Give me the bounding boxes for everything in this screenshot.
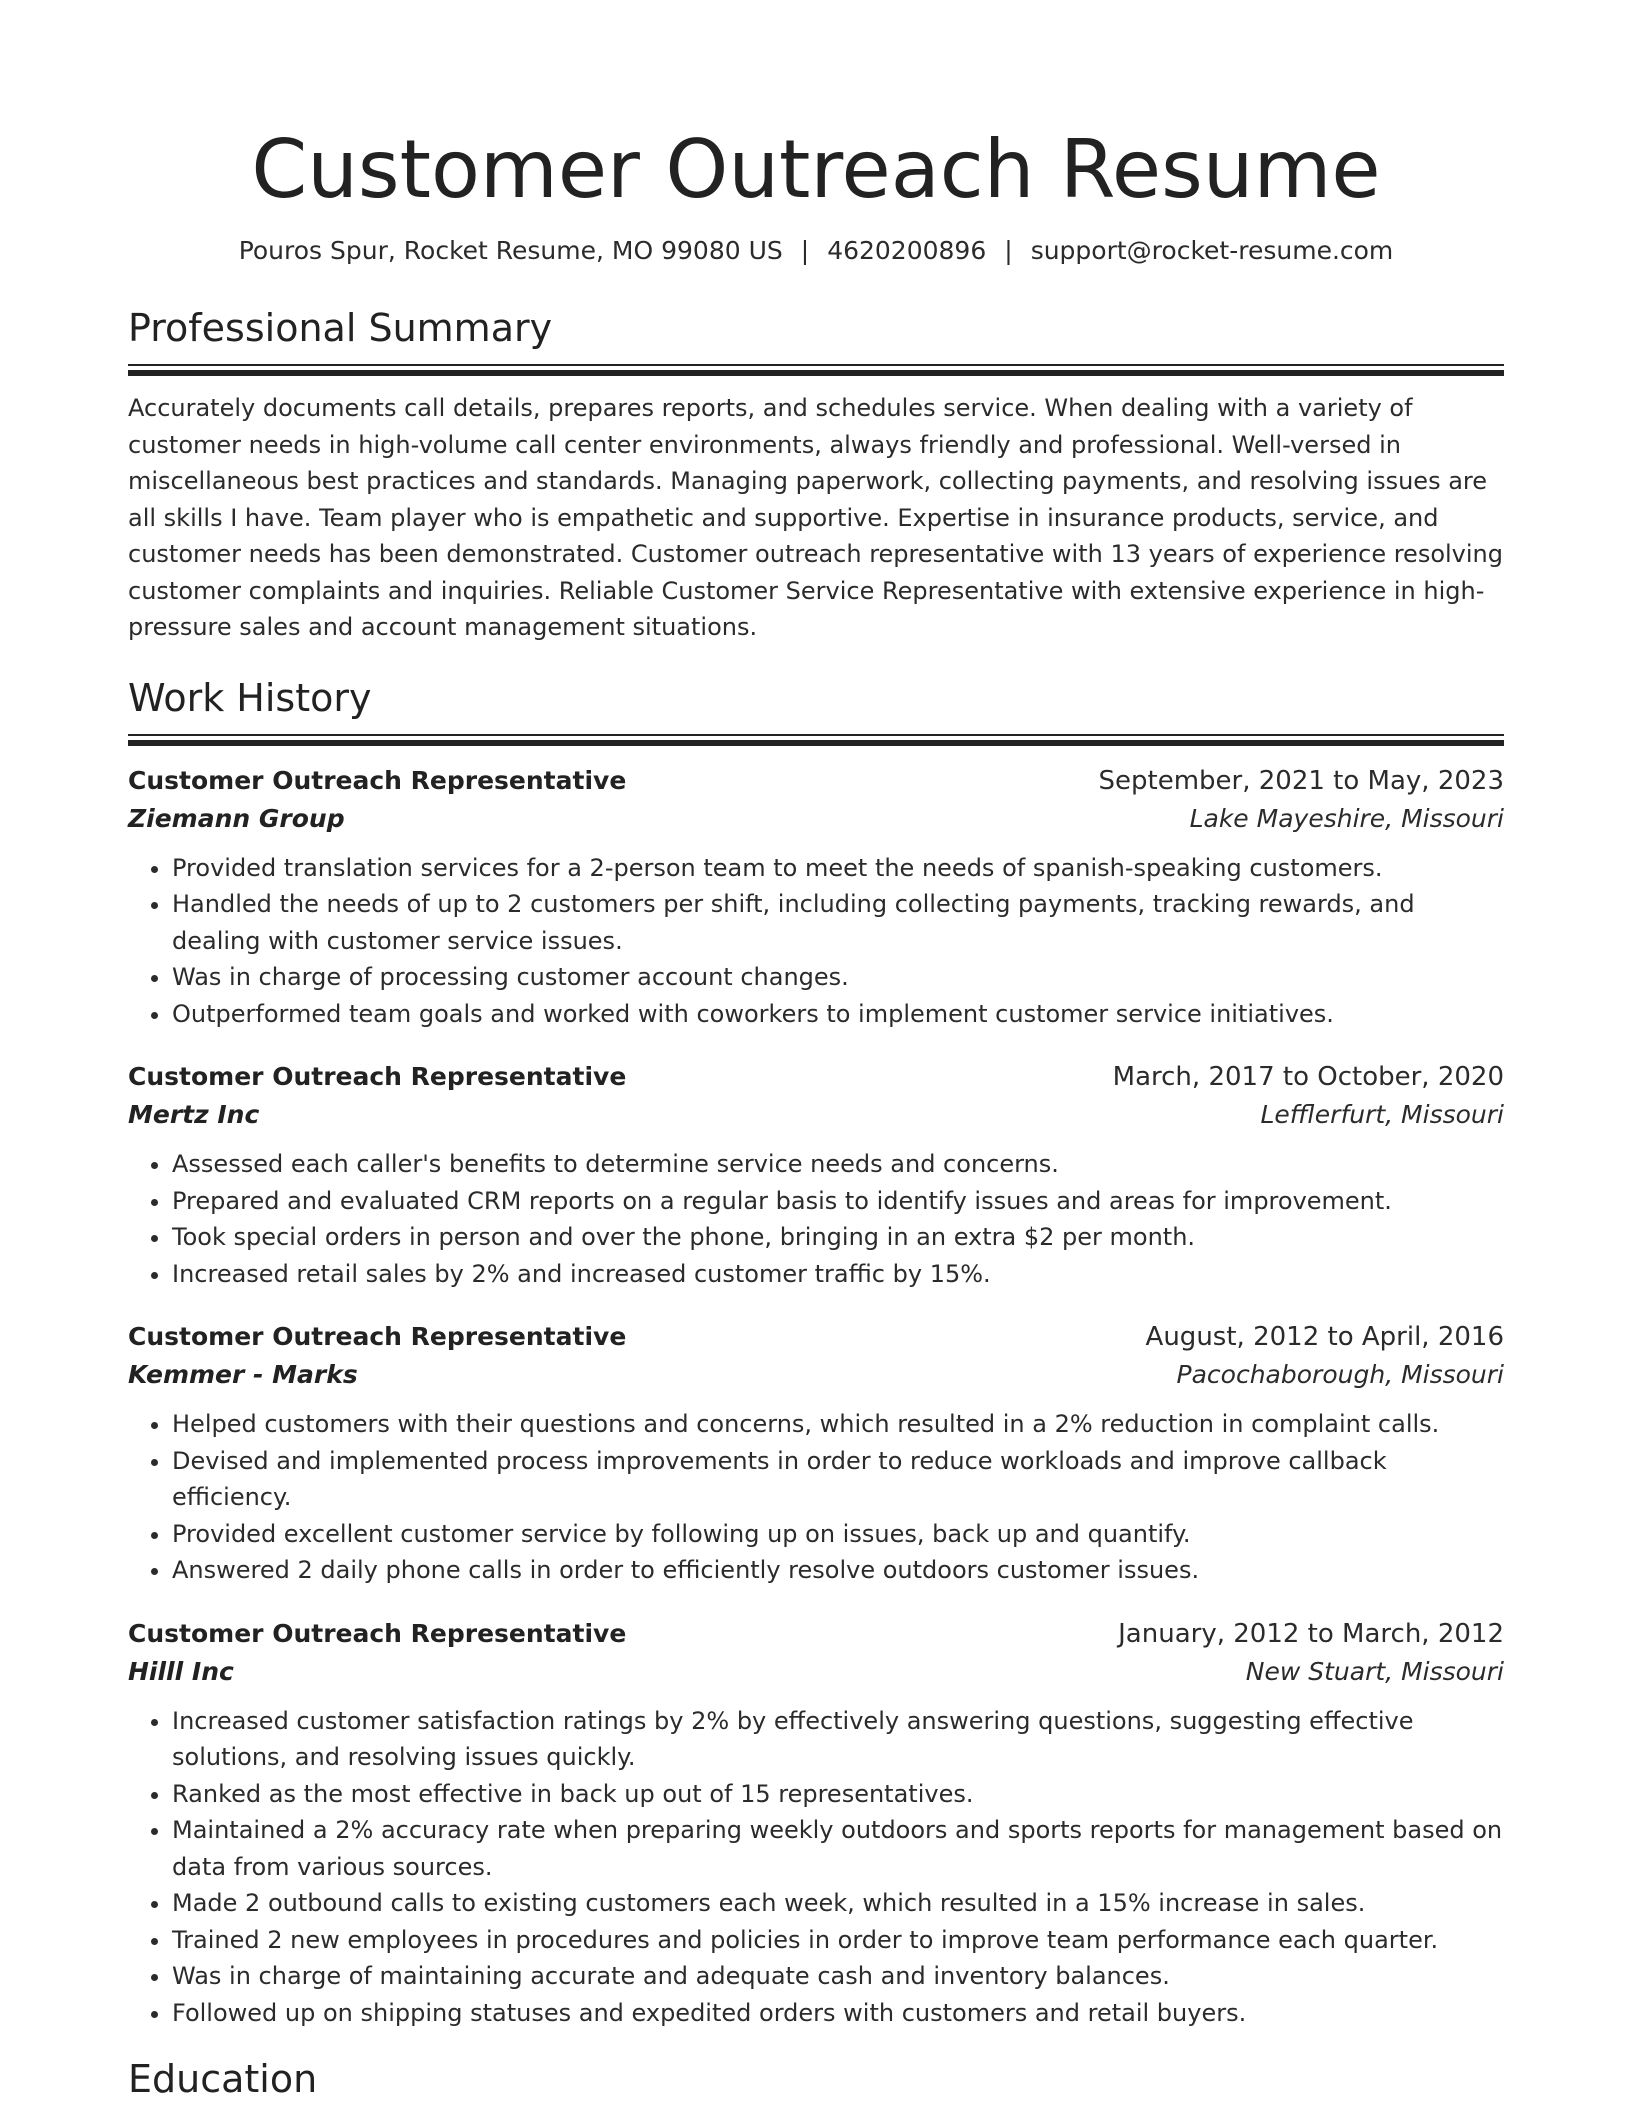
job-header-row [128,762,1504,800]
company-name: Hilll Inc [128,1656,234,1686]
list-item: • Maintained a 2% accuracy rate when preparing weekly outdoors and sports reports for management based on data from various sources. [172,1812,1504,1885]
section-title-summary: Professional Summary [128,306,553,350]
list-item: • Followed up on shipping statuses and expedited orders with customers and retail buyers. [172,1995,1504,2032]
job-entry [128,1615,1504,2032]
job-entry [128,1058,1504,1292]
resume-title: Customer Outreach Resume [251,123,1381,216]
list-item: • Took special orders in person and over the phone, bringing in an extra $2 per month. [172,1219,1504,1256]
list-item: • Was in charge of maintaining accurate and adequate cash and inventory balances. [172,1958,1504,1995]
job-dates: January, 2012 to March, 2012 [1118,1618,1504,1649]
job-title: Customer Outreach Representative [128,765,627,795]
job-bullets [128,1406,1504,1589]
list-item: • Helped customers with their questions and concerns, which resulted in a 2% reduction in complaint calls. [172,1406,1504,1443]
job-header-row [128,1318,1504,1356]
work-history-section [128,672,1504,2032]
list-item: • Was in charge of processing customer account changes. [172,959,1504,996]
job-title: Customer Outreach Representative [128,1618,627,1648]
company-name: Mertz Inc [128,1100,260,1129]
list-item: • Outperformed team goals and worked with coworkers to implement customer service initiatives. [172,996,1504,1033]
professional-summary-section [128,302,1504,646]
list-item: • Made 2 outbound calls to existing customers each week, which resulted in a 15% increase in sales. [172,1885,1504,1922]
list-item: • Trained 2 new employees in procedures and policies in order to improve team performance each quarter. [172,1922,1504,1959]
job-dates: March, 2017 to October, 2020 [1112,1062,1504,1092]
contact-separator: | [1004,236,1013,265]
job-header-row [128,1058,1504,1096]
contact-address: Pouros Spur, Rocket Resume, MO 99080 US [238,236,783,265]
list-item: • Provided translation services for a 2-person team to meet the needs of spanish-speaking customers. [172,850,1504,887]
job-bullets [128,1703,1504,2032]
job-location: Lefflerfurt, Missouri [1260,1100,1504,1129]
list-item: • Devised and implemented process improvements in order to reduce workloads and improve callback efficiency. [172,1443,1504,1516]
job-bullets [128,850,1504,1033]
section-title-work: Work History [128,675,372,720]
company-name: Kemmer - Marks [128,1360,358,1389]
job-location: New Stuart, Missouri [1245,1656,1504,1686]
job-company-row [128,800,1504,838]
job-header-row [128,1615,1504,1653]
contact-email: support@rocket-resume.com [1030,236,1394,265]
summary-text: Accurately documents call details, prepares reports, and schedules service. When dealing with a variety of customer needs in high-volume call center environments, always friendly and professional. Well-versed in miscellaneous best practices and standards. Managing paperwork, collecting payments, and resolving issues are all skills I have. Team player who is empathetic and supportive. Expertise in insurance products, service, and customer needs has been demonstrated. Customer outreach representative with 13 years of experience resolving customer complaints and inquiries. Reliable Customer Service Representative with extensive experience in high-pressure sales and account management situations. [128,394,1503,641]
company-name: Ziemann Group [128,803,345,833]
list-item: • Prepared and evaluated CRM reports on a regular basis to identify issues and areas for improvement. [172,1183,1504,1220]
job-company-row [128,1356,1504,1394]
job-dates: August, 2012 to April, 2016 [1145,1322,1504,1352]
job-company-row [128,1096,1504,1134]
section-divider [128,734,1504,746]
list-item: • Assessed each caller's benefits to determine service needs and concerns. [172,1146,1504,1183]
job-entry [128,762,1504,1033]
job-title: Customer Outreach Representative [128,1062,627,1091]
resume-page [128,0,1504,2105]
job-location: Lake Mayeshire, Missouri [1189,803,1504,833]
list-item: • Handled the needs of up to 2 customers per shift, including collecting payments, tracking rewards, and dealing with customer service issues. [172,886,1504,959]
list-item: • Provided excellent customer service by following up on issues, back up and quantify. [172,1516,1504,1553]
job-company-row [128,1653,1504,1691]
list-item: • Increased retail sales by 2% and increased customer traffic by 15%. [172,1256,1504,1293]
list-item: • Increased customer satisfaction ratings by 2% by effectively answering questions, suggesting effective solutions, and resolving issues quickly. [172,1703,1504,1776]
job-entry [128,1318,1504,1589]
contact-separator: | [800,236,810,265]
job-title: Customer Outreach Representative [128,1322,627,1351]
job-dates: September, 2021 to May, 2023 [1098,765,1504,796]
section-title-education: Education [128,2057,318,2101]
list-item: • Answered 2 daily phone calls in order to efficiently resolve outdoors customer issues. [172,1552,1504,1589]
list-item: • Ranked as the most effective in back up out of 15 representatives. [172,1776,1504,1813]
job-location: Pacochaborough, Missouri [1176,1360,1504,1389]
contact-line [128,234,1504,268]
education-section [128,2053,1504,2105]
job-bullets [128,1146,1504,1292]
section-divider [128,364,1504,376]
contact-phone: 4620200896 [827,236,987,265]
